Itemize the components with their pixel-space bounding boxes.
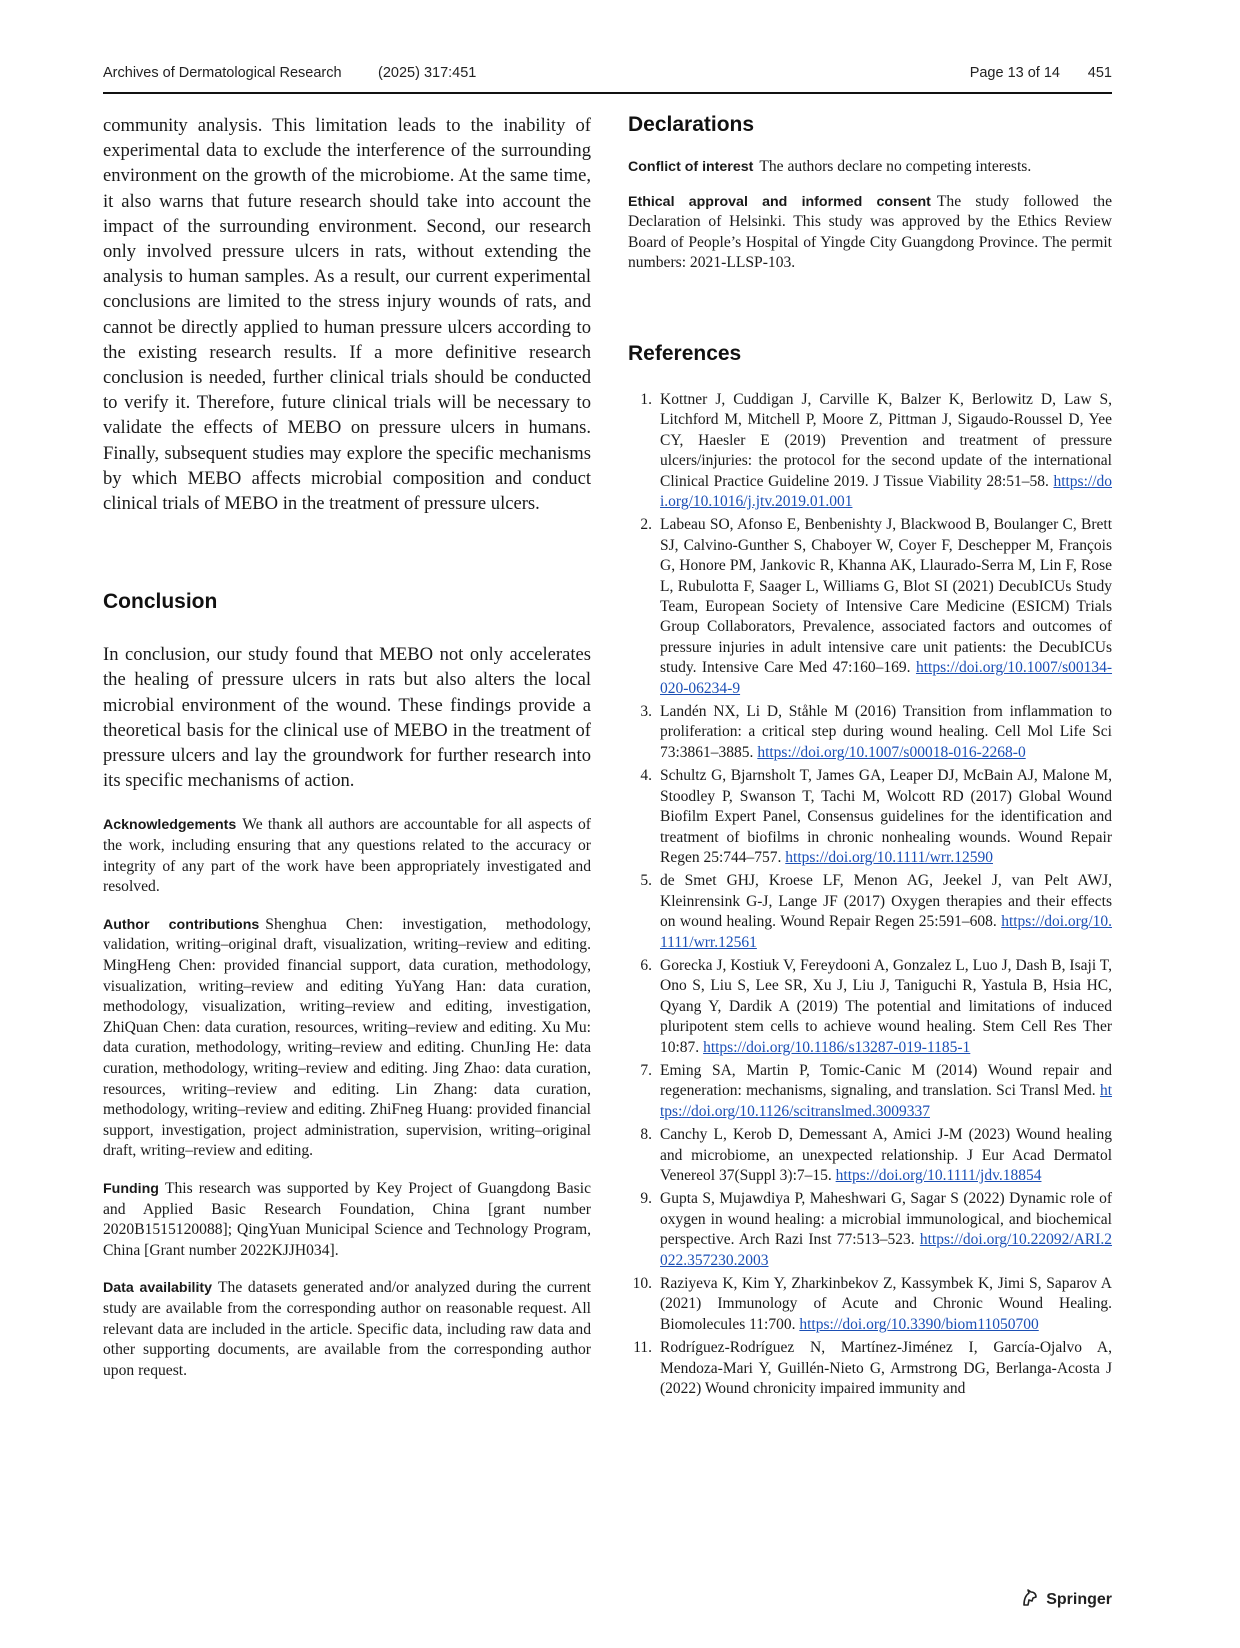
reference-item (628, 1338, 1112, 1399)
reference-item (628, 702, 1112, 763)
reference-item (628, 871, 1112, 953)
data-availability-text: The datasets generated and/or analyzed during the current study are available from the corresponding author on reasonable request. All relevant data are included in the article. Specific data, including raw data and other supporting documents, are available from the corresponding author upon request. (103, 1279, 591, 1379)
reference-doi-link[interactable]: https://doi.org/10.1007/s00018-016-2268-0 (757, 743, 1026, 761)
discussion-continuation: community analysis. This limitation leads to the inability of experimental data to exclude the interference of the surrounding environment on the growth of the microbiome. At the same time, it also warns that future research should take into account the impact of the surrounding environment. Second, our research only involved pressure ulcers in rats, without extending the analysis to human samples. As a result, our current experimental conclusions are limited to the stress injury wounds of rats, and cannot be directly applied to human pressure ulcers according to the existing research results. If a more definitive research conclusion is needed, further clinical trials should be conducted to verify it. Therefore, future clinical trials will be necessary to validate the effects of MEBO on pressure ulcers in humans. Finally, subsequent studies may explore the specific mechanisms by which MEBO affects microbial composition and conduct clinical trials of MEBO in the treatment of pressure ulcers. (103, 115, 591, 515)
reference-text: Rodríguez-Rodríguez N, Martínez-Jiménez I, García-Ojalvo A, Mendoza-Mari Y, Guillén-Nieto G, Armstrong DG, Berlanga-Acosta J (2022) Wound chronicity impaired immunity and (660, 1339, 1112, 1398)
acknowledgements-text: We thank all authors are accountable for all aspects of the work, including ensuring that any questions related to the accuracy or integrity of any part of the work have been appropriately investigated and resolved. (103, 816, 591, 896)
acknowledgements-label: Acknowledgements (103, 817, 237, 834)
reference-text: Kottner J, Cuddigan J, Carville K, Balzer K, Berlowitz D, Law S, Litchford M, Mitchell P, Moore Z, Pittman J, Sigaudo-Roussel D, Yee CY, Haesler E (2019) Prevention and treatment of pressure ulcers/injuries: the protocol for the second update of the international Clinical Practice Guideline 2019. J Tissue Viability 28:51–58. (660, 390, 1112, 490)
reference-doi-link[interactable]: https://doi.org/10.1186/s13287-019-1185-1 (703, 1038, 971, 1056)
reference-text: Raziyeva K, Kim Y, Zharkinbekov Z, Kassymbek K, Jimi S, Saparov A (2021) Immunology of Acute and Chronic Wound Healing. Biomolecules 11:700. (660, 1275, 1112, 1333)
reference-number: 9. (640, 1190, 652, 1208)
reference-text: Canchy L, Kerob D, Demessant A, Amici J-M (2023) Wound healing and microbiome, an unexpected relationship. J Eur Acad Dermatol Venereol 37(Suppl 3):7–15. (660, 1126, 1112, 1184)
funding (103, 1179, 591, 1261)
reference-item (628, 515, 1112, 699)
data-availability (103, 1278, 591, 1381)
reference-item (628, 1189, 1112, 1271)
reference-number: 1. (640, 390, 652, 408)
reference-text: Eming SA, Martin P, Tomic-Canic M (2014) Wound repair and regeneration: mechanisms, signaling, and translation. Sci Transl Med. (660, 1061, 1112, 1100)
reference-text: Schultz G, Bjarnsholt T, James GA, Leaper DJ, McBain AJ, Malone M, Stoodley P, Swanson T, Tachi M, Wolcott RD (2017) Global Wound Biofilm Expert Panel, Consensus guidelines for the identification and treatment of biofilms in chronic nonhealing wounds. Wound Repair Regen 25:744–757. (660, 767, 1112, 866)
ethical-approval-label: Ethical approval and informed consent (628, 193, 931, 210)
conflict-of-interest-text: The authors declare no competing interests. (759, 158, 1032, 175)
reference-doi-link[interactable]: https://doi.org/10.22092/ARI.2022.357230.2003 (660, 1231, 1113, 1269)
right-column (628, 113, 1112, 1402)
funding-label: Funding (103, 1180, 159, 1197)
conclusion-paragraph: In conclusion, our study found that MEBO not only accelerates the healing of pressure ulcers in rats but also alters the local microbial environment of the wound. These findings provide a theoretical basis for the clinical use of MEBO in the treatment of pressure ulcers and lay the groundwork for further research into its specific mechanisms of action. (103, 644, 591, 792)
author-contributions-label: Author contributions (103, 916, 260, 933)
reference-number: 10. (632, 1275, 652, 1293)
reference-number: 6. (640, 956, 652, 974)
ethical-approval (628, 192, 1112, 274)
reference-text: Landén NX, Li D, Ståhle M (2016) Transition from inflammation to proliferation: a critical step during wound healing. Cell Mol Life Sci 73:3861–3885. (660, 703, 1112, 761)
article-number: 451 (1087, 65, 1112, 81)
reference-doi-link[interactable]: https://doi.org/10.1007/s00134-020-06234-9 (660, 659, 1113, 697)
reference-doi-link[interactable]: https://doi.org/10.1016/j.jtv.2019.01.001 (660, 472, 1113, 510)
reference-item (628, 1125, 1112, 1186)
reference-text: Labeau SO, Afonso E, Benbenishty J, Blackwood B, Boulanger C, Brett SJ, Calvino-Gunther S, Chaboyer W, Coyer F, Deschepper M, François G, Honore PM, Jankovic R, Khanna AK, Llaurado-Serra M, Lin F, Rose L, Rubulotta F, Saager L, Williams G, Blot SI (2021) DecubICUs Study Team, European Society of Intensive Care Medicine (ESICM) Trials Group Collaborators, Prevalence, associated factors and outcomes of pressure injuries in adult intensive care unit patients: the DecubICUs study. Intensive Care Med 47:160–169. (660, 516, 1112, 677)
reference-doi-link[interactable]: https://doi.org/10.3390/biom11050700 (799, 1315, 1039, 1333)
publisher-name: Springer (1046, 1590, 1112, 1608)
reference-doi-link[interactable]: https://doi.org/10.1111/wrr.12561 (660, 913, 1112, 951)
funding-text: This research was supported by Key Project of Guangdong Basic and Applied Basic Research Foundation, China [grant number 2020B1515120088]; QingYuan Municipal Science and Technology Program, China [Grant number 2022KJJH034]. (103, 1179, 591, 1259)
reference-number: 11. (633, 1339, 652, 1357)
declarations-heading: Declarations (628, 113, 755, 136)
journal-title: Archives of Dermatological Research (103, 65, 342, 81)
author-contributions (103, 915, 591, 1162)
reference-item (628, 1274, 1112, 1335)
page-number: Page 13 of 14 (969, 65, 1060, 81)
running-head (103, 63, 1112, 85)
reference-number: 2. (640, 516, 652, 534)
header-rule (103, 92, 1112, 94)
author-contributions-text: Shenghua Chen: investigation, methodology, validation, writing–original draft, visualization, writing–review and editing. MingHeng Chen: provided financial support, data curation, methodology, visualization, writing–review and editing YuYang Han: data curation, methodology, visualization, writing–review and editing, investigation, ZhiQuan Chen: data curation, resources, writing–review and editing. Xu Mu: data curation, methodology, writing–review and editing. ChunJing He: data curation, methodology, writing–review and editing. Jing Zhao: data curation, resources, writing–review and editing. Lin Zhang: data curation, methodology, writing–review and editing. ZhiFneg Huang: provided financial support, investigation, project administration, supervision, writing–original draft, writing–review and editing. (103, 915, 591, 1160)
references-heading: References (628, 341, 742, 365)
reference-item (628, 1061, 1112, 1122)
acknowledgements (103, 815, 591, 897)
reference-text: Gupta S, Mujawdiya P, Maheshwari G, Sagar S (2022) Dynamic role of oxygen in wound healing: a microbial immunological, and biochemical perspective. Arch Razi Inst 77:513–523. (660, 1190, 1112, 1249)
reference-text: de Smet GHJ, Kroese LF, Menon AG, Jeekel J, van Pelt AWJ, Kleinrensink G-J, Lange JF (2017) Oxygen therapies and their effects on wound healing. Wound Repair Regen 25:591–608. (660, 872, 1112, 931)
left-column (103, 113, 591, 1381)
reference-number: 4. (640, 767, 652, 785)
reference-item (628, 956, 1112, 1058)
reference-item (628, 390, 1112, 512)
reference-doi-link[interactable]: https://doi.org/10.1126/scitranslmed.3009337 (660, 1082, 1113, 1120)
reference-item (628, 766, 1112, 868)
reference-number: 3. (640, 703, 652, 721)
conflict-of-interest-label: Conflict of interest (628, 159, 754, 175)
publisher-logo (1020, 1587, 1112, 1612)
reference-number: 7. (640, 1061, 652, 1079)
reference-list (628, 390, 1112, 1400)
reference-doi-link[interactable]: https://doi.org/10.1111/jdv.18854 (835, 1167, 1042, 1184)
reference-number: 8. (640, 1126, 652, 1144)
data-availability-label: Data availability (103, 1280, 213, 1297)
conflict-of-interest (628, 157, 1112, 178)
springer-horse-icon (1020, 1587, 1040, 1612)
citation: (2025) 317:451 (378, 65, 477, 81)
ethical-approval-text: The study followed the Declaration of Helsinki. This study was approved by the Ethics Review Board of People’s Hospital of Yingde City Guangdong Province. The permit numbers: 2021-LLSP-103. (628, 192, 1112, 272)
reference-doi-link[interactable]: https://doi.org/10.1111/wrr.12590 (785, 848, 993, 866)
conclusion-heading: Conclusion (103, 590, 218, 614)
reference-text: Gorecka J, Kostiuk V, Fereydooni A, Gonzalez L, Luo J, Dash B, Isaji T, Ono S, Liu S, Lee SR, Xu J, Liu J, Taniguchi R, Yastula B, Hsia HC, Qyang Y, Dardik A (2019) The potential and limitations of induced pluripotent stem cells to achieve wound healing. Stem Cell Res Ther 10:87. (660, 956, 1112, 1056)
reference-number: 5. (640, 872, 652, 890)
